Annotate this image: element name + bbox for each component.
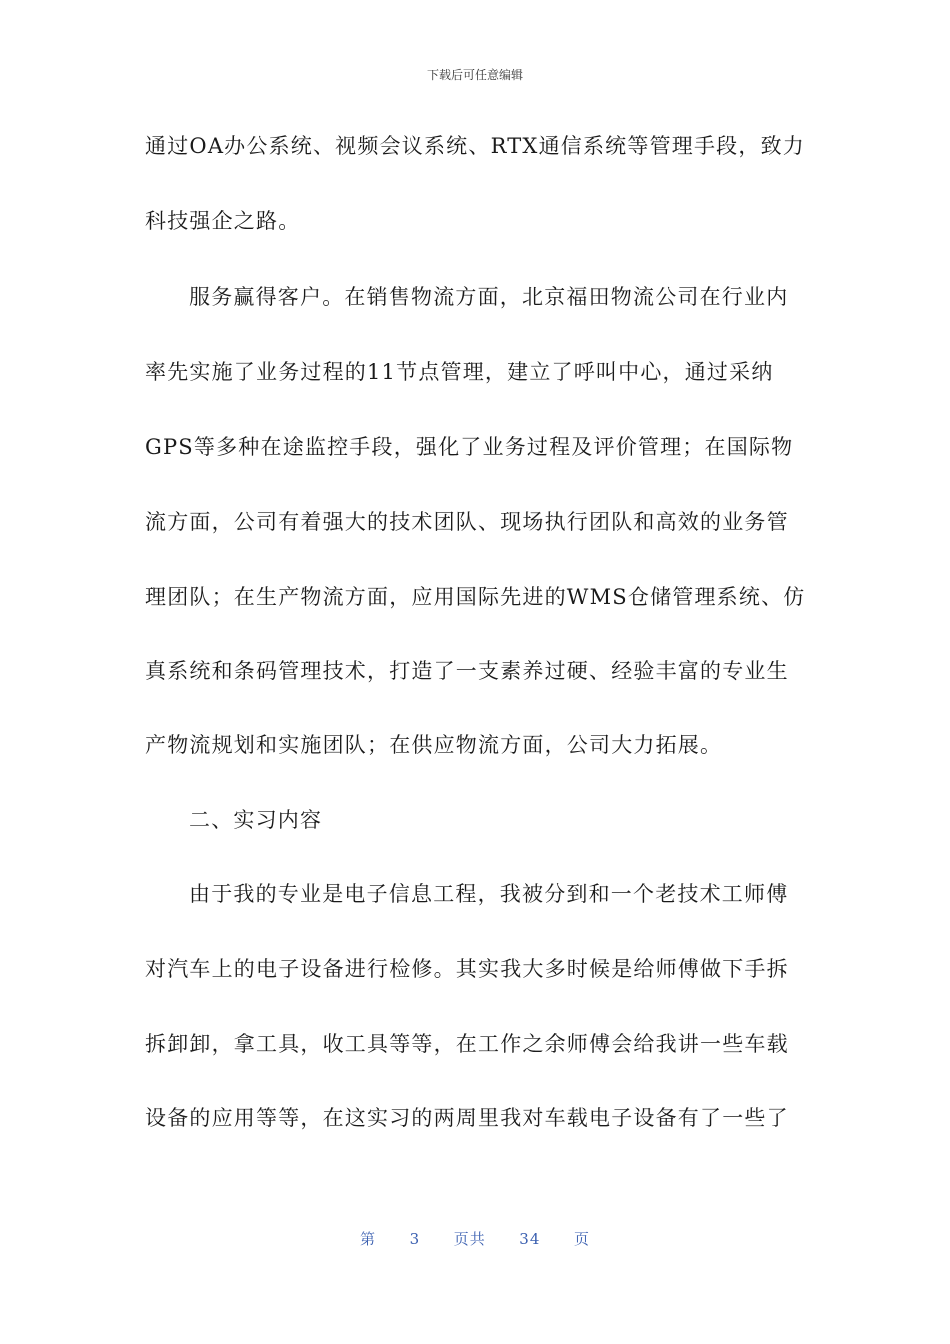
body-line: 拆卸卸，拿工具，收工具等等，在工作之余师傅会给我讲一些车载 — [145, 1032, 789, 1056]
paragraph-start-line: 服务赢得客户。在销售物流方面，北京福田物流公司在行业内 — [189, 285, 789, 309]
body-line: 科技强企之路。 — [145, 209, 301, 233]
body-line: 真系统和条码管理技术，打造了一支素养过硬、经验丰富的专业生 — [145, 659, 789, 683]
body-line: 率先实施了业务过程的11节点管理，建立了呼叫中心，通过采纳 — [145, 360, 774, 384]
body-line: 流方面，公司有着强大的技术团队、现场执行团队和高效的业务管 — [145, 510, 789, 534]
page-suffix: 页 — [573, 1230, 590, 1248]
body-line: 理团队；在生产物流方面，应用国际先进的WMS仓储管理系统、仿 — [145, 585, 806, 609]
total-label: 页共 — [453, 1230, 486, 1248]
page-label: 第 — [360, 1230, 377, 1248]
page-header: 下载后可任意编辑 — [426, 68, 523, 82]
body-line: GPS等多种在途监控手段，强化了业务过程及评价管理；在国际物 — [145, 435, 794, 459]
paragraph-start-line: 由于我的专业是电子信息工程，我被分到和一个老技术工师傅 — [189, 882, 789, 906]
page-footer — [0, 1228, 950, 1249]
body-line: 设备的应用等等，在这实习的两周里我对车载电子设备有了一些了 — [145, 1106, 789, 1130]
body-line: 对汽车上的电子设备进行检修。其实我大多时候是给师傅做下手拆 — [145, 957, 789, 981]
section-heading: 二、实习内容 — [189, 808, 323, 832]
page-number: 3 — [409, 1230, 421, 1248]
body-line: 产物流规划和实施团队；在供应物流方面，公司大力拓展。 — [145, 733, 723, 757]
total-pages: 34 — [519, 1230, 541, 1248]
body-line: 通过OA办公系统、视频会议系统、RTX通信系统等管理手段，致力 — [145, 134, 805, 158]
